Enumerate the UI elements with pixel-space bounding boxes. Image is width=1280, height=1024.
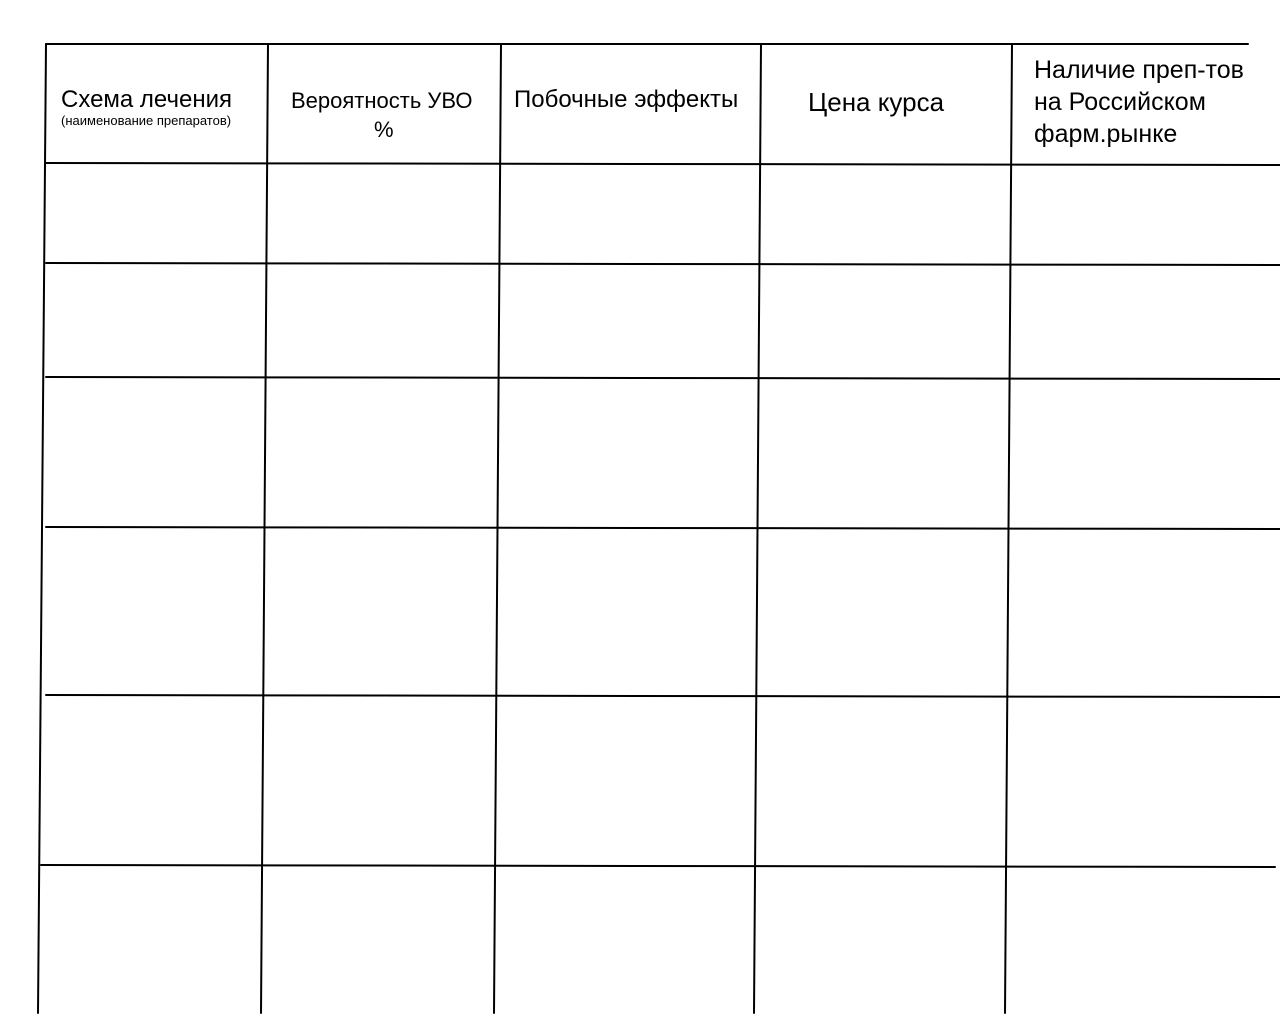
header-course-price: Цена курса: [808, 87, 945, 117]
header-svr-probability: Вероятность УВО: [291, 88, 473, 113]
row-divider-2: [46, 377, 1280, 379]
column-border-left: [38, 44, 46, 1013]
row-divider-4: [46, 695, 1280, 697]
row-divider-3: [46, 527, 1280, 529]
header-treatment-scheme: Схема лечения: [61, 86, 232, 113]
row-divider-1: [46, 263, 1280, 265]
header-side-effects: Побочные эффекты: [514, 86, 739, 113]
header-drug-availability: Наличие преп-тов на Российском фарм.рынке: [1034, 56, 1244, 148]
header-bottom-border: [46, 163, 1280, 165]
header-svr-probability-unit: %: [374, 117, 394, 142]
row-divider-5: [41, 865, 1275, 867]
column-divider-1: [261, 44, 268, 1013]
header-treatment-scheme-subtitle: (наименование препаратов): [61, 113, 232, 128]
